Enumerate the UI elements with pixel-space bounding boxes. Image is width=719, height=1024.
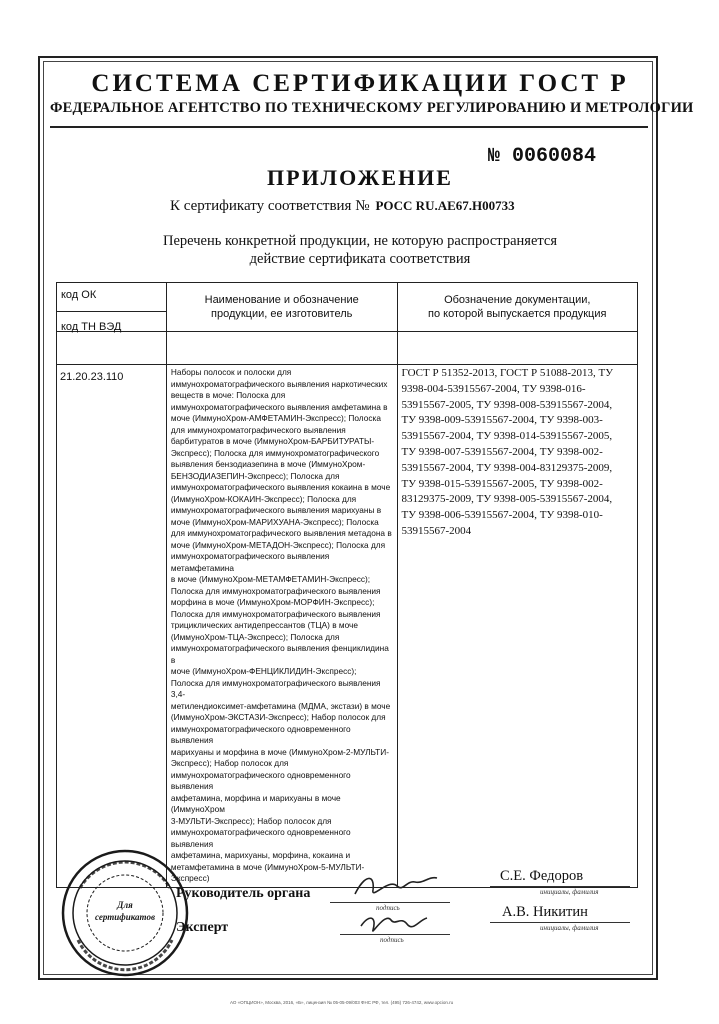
docs-line: ГОСТ Р 51352-2013, ГОСТ Р 51088-2013, ТУ — [401, 367, 614, 379]
product-line: моче (ИммуноХром-МАРИХУАНА-Экспресс); Полоска — [170, 516, 379, 527]
product-line: иммунохроматографического выявления кокаина в моче — [170, 482, 391, 492]
head-signature-caption: подпись — [376, 904, 400, 912]
certificate-reference — [170, 198, 515, 215]
product-line: 3-МУЛЬТИ-Экспресс); Набор полосок для — [170, 815, 332, 826]
product-line: моче (ИммуноХром-АМФЕТАМИН-Экспресс); Полоска — [170, 413, 381, 423]
head-name-caption: инициалы, фамилия — [540, 888, 599, 896]
docs-header-line-1: Обозначение документации, — [444, 294, 591, 306]
product-line: в моче (ИммуноХром-МЕТАМФЕТАМИН-Экспресс); — [170, 574, 371, 584]
product-description-cell — [166, 365, 397, 888]
product-line: амфетамина, морфина и марихуаны в моче (ИммуноХром — [170, 792, 341, 814]
docs-line: ТУ 9398-015-53915567-2005, ТУ 9398-002- — [401, 477, 603, 490]
header-rule — [50, 126, 648, 128]
docs-header-line-2: по которой выпускается продукция — [428, 308, 607, 320]
form-number: № 0060084 — [488, 145, 597, 168]
list-intro-line-1: Перечень конкретной продукции, не которую распространяется — [163, 233, 557, 249]
product-line: моче (ИммуноХром-МЕТАДОН-Экспресс); Полоска для — [170, 539, 386, 550]
code-header-divider — [57, 311, 166, 312]
product-line: иммунохроматографического выявления марихуаны в — [170, 505, 382, 515]
docs-line: ТУ 9398-006-53915567-2004, ТУ 9398-010- — [401, 509, 603, 522]
product-line: выявления бензодиазепина в моче (ИммуноХром- — [170, 459, 366, 469]
spacer-cell — [166, 332, 397, 365]
product-line: Полоска для иммунохроматографического выявления — [170, 585, 381, 596]
stamp-center-line-1: Для — [117, 900, 133, 910]
docs-line: 53915567-2004, ТУ 9398-004-83129375-2009, — [401, 461, 613, 474]
product-line: иммунохроматографического одновременного выявления — [170, 827, 351, 849]
row-code: 21.20.23.110 — [60, 371, 124, 383]
expert-name-line — [490, 922, 630, 923]
product-line: иммунохроматографического одновременного выявления — [170, 769, 351, 791]
certificate-label: К сертификату соответствия № — [170, 198, 370, 214]
head-signature — [345, 870, 445, 902]
product-line: иммунохроматографического выявления фенциклидина в — [170, 643, 389, 665]
product-line: метилендиоксимет-амфетамина (МДМА, экстази) в моче — [170, 700, 391, 711]
product-line: для иммунохроматографического выявления метадона в — [170, 528, 392, 538]
docs-line: ТУ 9398-009-53915567-2004, ТУ 9398-003- — [401, 414, 603, 427]
docs-line: 53915567-2004 — [401, 524, 472, 537]
system-title: СИСТЕМА СЕРТИФИКАЦИИ ГОСТ Р — [91, 70, 629, 97]
product-line: метамфетамина в моче (ИммуноХром-5-МУЛЬТИ- — [170, 861, 365, 872]
certificate-number: РОСС RU.АЕ67.Н00733 — [375, 198, 515, 213]
product-line: Экспресс) — [170, 873, 210, 883]
product-line: барбитуратов в моче (ИммуноХром-БАРБИТУРАТЫ- — [170, 436, 375, 446]
product-header-cell — [166, 283, 397, 332]
product-line: веществ в моче: Полоска для — [170, 390, 286, 400]
table-spacer-row — [57, 332, 638, 365]
product-line: амфетамина, марихуаны, морфина, кокаина и — [170, 850, 351, 860]
code-tn-label: код ТН ВЭД — [61, 321, 122, 333]
head-signature-line — [330, 902, 450, 903]
expert-label: Эксперт — [176, 920, 229, 935]
product-line: иммунохроматографического выявления наркотических — [170, 378, 388, 389]
spacer-cell — [57, 332, 167, 365]
product-line: иммунохроматографического выявления метамфетамина — [170, 551, 330, 573]
product-header-line-1: Наименование и обозначение — [204, 294, 359, 306]
product-line: моче (ИммуноХром-ФЕНЦИКЛИДИН-Экспресс); — [170, 666, 357, 676]
product-line: (ИммуноХром-ЭКСТАЗИ-Экспресс); Набор полосок для — [170, 712, 386, 722]
product-line: иммунохроматографического выявления амфетамина в — [170, 401, 388, 412]
list-intro — [60, 232, 660, 268]
expert-signature-caption: подпись — [380, 936, 404, 944]
product-line: морфина в моче (ИммуноХром-МОРФИН-Экспресс); — [170, 597, 375, 607]
product-line: (ИммуноХром-ТЦА-Экспресс); Полоска для — [170, 631, 340, 642]
product-line: марихуаны и морфина в моче (ИммуноХром-2-МУЛЬТИ- — [170, 746, 389, 757]
docs-line: 53915567-2004, ТУ 9398-014-53915567-2005, — [401, 430, 613, 443]
print-footer: АО «ОПЦИОН», Москва, 2016, «Б», лицензия № 05-05-09/003 ФНС РФ, тел. (495) 726-4742, www.opcion.ru — [230, 1000, 454, 1005]
spacer-cell — [397, 332, 638, 365]
expert-name-caption: инициалы, фамилия — [540, 924, 599, 932]
product-line: для иммунохроматографического выявления — [170, 424, 346, 435]
head-name-line — [490, 886, 630, 887]
product-line: БЕНЗОДИАЗЕПИН-Экспресс); Полоска для — [170, 470, 340, 481]
product-line: Полоска для иммунохроматографического выявления — [170, 608, 381, 619]
products-table — [56, 282, 638, 888]
list-intro-line-2: действие сертификата соответствия — [249, 251, 471, 267]
product-line: Полоска для иммунохроматографического выявления 3,4- — [170, 677, 381, 699]
product-header-line-2: продукции, ее изготовитель — [211, 308, 353, 320]
page-title: ПРИЛОЖЕНИЕ — [267, 165, 453, 190]
product-line: Экспресс); Набор полосок для — [170, 758, 289, 768]
stamp-center-line-2: сертификатов — [95, 912, 155, 922]
product-line: Экспресс); Полоска для иммунохроматографического — [170, 447, 380, 458]
expert-name: А.В. Никитин — [502, 904, 588, 920]
product-line: Наборы полосок и полоски для — [170, 367, 292, 377]
product-line: трициклических антидепрессантов (ТЦА) в моче — [170, 620, 358, 630]
docs-line: 9398-004-53915567-2004, ТУ 9398-016- — [401, 382, 586, 395]
head-label: Руководитель органа — [176, 886, 311, 901]
head-name: С.Е. Федоров — [500, 868, 584, 884]
table-row — [57, 365, 638, 888]
round-stamp — [60, 848, 190, 978]
docs-line: 53915567-2005, ТУ 9398-008-53915567-2004, — [401, 398, 613, 411]
product-line: иммунохроматографического одновременного выявления — [170, 723, 351, 745]
agency-name: ФЕДЕРАЛЬНОЕ АГЕНТСТВО ПО ТЕХНИЧЕСКОМУ РЕГУЛИРОВАНИЮ И МЕТРОЛОГИИ — [50, 100, 694, 116]
product-description — [171, 367, 393, 885]
code-header-cell — [57, 283, 167, 332]
docs-header-cell — [397, 283, 638, 332]
docs-line: ТУ 9398-007-53915567-2004, ТУ 9398-002- — [401, 445, 603, 458]
table-header-row — [57, 283, 638, 332]
row-code-cell — [57, 365, 167, 888]
documentation-cell — [397, 365, 638, 888]
documentation-list — [402, 366, 634, 540]
code-ok-label: код ОК — [61, 289, 97, 301]
docs-line: 83129375-2009, ТУ 9398-005-53915567-2004, — [401, 493, 613, 506]
product-line: (ИммуноХром-КОКАИН-Экспресс); Полоска для — [170, 493, 357, 504]
expert-signature-line — [340, 934, 450, 935]
